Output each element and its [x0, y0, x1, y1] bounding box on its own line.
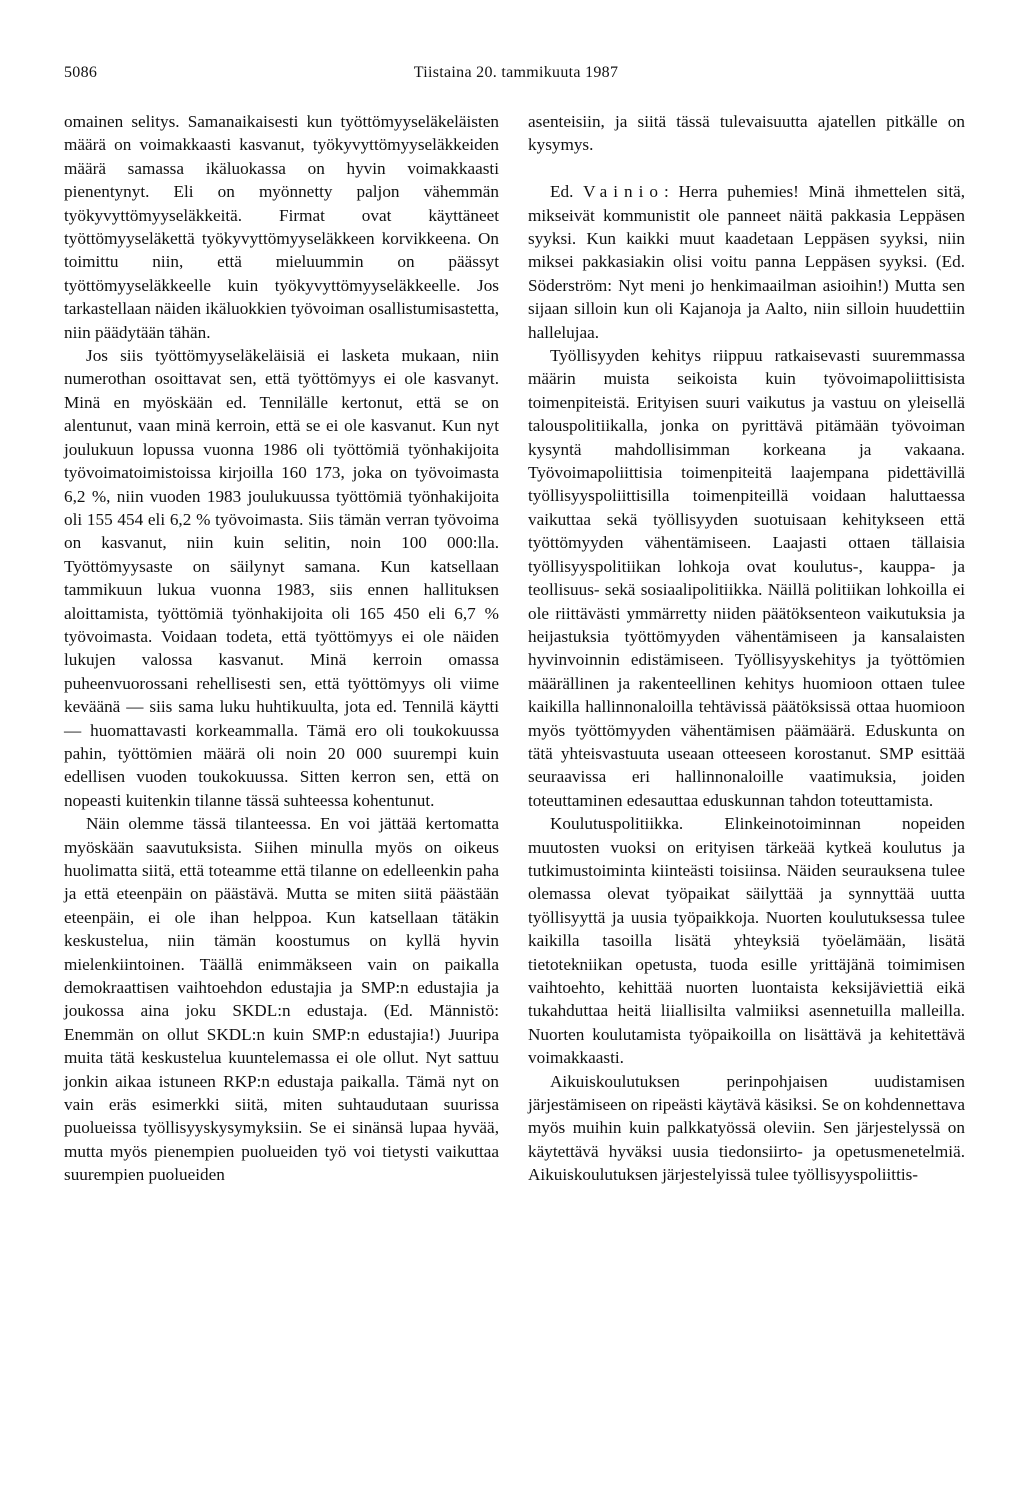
right-paragraph-2: Koulutuspolitiikka. Elinkeinotoiminnan nopeiden muutosten vuoksi on erityisen tärkeää kytkeä koulutus ja tutkimustoiminta kiinteästi toisiinsa. Näiden seurauksena tulee olemassa olevat työpaikat säilyttää ja synnyttää uutta työllisyyttä ja uusia työpaikkoja. Nuorten koulutuksessa tulee kaikilla tasoilla lisätä yhteyksiä työelämään, lisätä tietotekniikan opetusta, tuoda esille yrittäjänä toimimisen vaihtoehto, kehittää nuorten luontaista keksijäviettiä eikä tukahduttaa heitä liiallisilta valmiiksi asennetuilla malleilla. Nuorten koulutamista työpaikoilla on lisättävä ja kehitettävä voimakkaasti. [528, 814, 965, 1068]
speaker-colon: : [663, 182, 669, 202]
page-number: 5086 [64, 64, 98, 81]
left-paragraph-1: omainen selitys. Samanaikaisesti kun työttömyyseläkeläisten määrä on voimakkaasti kasvanut, työkyvyttömyyseläkkeiden määrä samassa ikäluokassa on hyvin voimakkaasti pienentynyt. Eli on myönnetty paljon vähemmän työkyvyttömyyseläkkeitä. Firmat ovat käyttäneet työttömyyseläkettä työkyvyttömyyseläkkeen korvikkeena. On toimittu niin, että mieluummin on päässyt työttömyyseläkkeelle kuin työkyvyttömyyseläkkeelle. Jos tarkastellaan näiden ikäluokkien työvoiman osallistumisastetta, niin päädytään tähän. [64, 112, 499, 342]
right-column [528, 110, 965, 1187]
right-continuation-paragraph: asenteisiin, ja siitä tässä tulevaisuutta ajatellen pitkälle on kysymys. [528, 112, 965, 155]
right-paragraph-1: Työllisyyden kehitys riippuu ratkaisevasti suuremmassa määrin muista seikoista kuin työvoimapoliittisista toimenpiteistä. Erityisen suuri vaikutus ja vastuu on yleisellä talouspolitiikalla, jonka on pyrittävä pitämään työvoiman kysyntä mahdollisimman korkeana ja vakaana. Työvoimapoliittisia toimenpiteitä laajempana pidettävillä työllisyyspoliittisilla toimenpiteillä voidaan haluttaessa vaikuttaa sekä työllisyyden suotuisaan kehitykseen että työttömyyden vähentämiseen. Laajasti ottaen tällaisia työllisyyspolitiikan lohkoja ovat koulutus-, kauppa- ja teollisuus- sekä sosiaalipolitiikka. Näillä politiikan lohkoilla ei ole riittävästi ymmärretty niiden päätöksenteon vaikutuksia ja heijastuksia työttömyyden vähentämiseen ja kansalaisten hyvinvoinnin edistämiseen. Työllisyyskehitys ja työttömien määrällinen ja rakenteellinen kehitys huomioon ottaen tulee kaikilla hallinnonaloilla tehtävissä päätöksissä ottaa huomioon myös työttömyyden vähentämisen päämäärä. Eduskunta on tätä yhteisvastuuta useaan otteeseen korostanut. SMP esittää seuraavissa eri hallinnonaloille vaatimuksia, joiden toteuttaminen edesauttaa eduskunnan tahdon toteuttamista. [528, 346, 965, 810]
left-paragraph-2: Jos siis työttömyyseläkeläisiä ei lasketa mukaan, niin numerothan osoittavat sen, että työttömyys ei ole kasvanyt. Minä en myöskään ed. Tennilälle kertonut, että se on alentunut, vaan minä kerroin, että se ei ole kasvanut. Kun nyt joulukuun lopussa vuonna 1986 oli työttömiä työnhakijoita työvoimatoimistoissa kirjoilla 160 173, joka on työvoimasta 6,2 %, niin vuoden 1983 joulukuussa työttömiä työnhakijoita oli 155 454 eli 6,2 % työvoimasta. Siis tämän verran työvoima on kasvanut, niin kuin selitin, noin 100 000:lla. Työttömyysaste on säilynyt samana. Kun katsellaan tammikuun lukua vuonna 1983, siis ennen hallituksen aloittamista, työttömiä työnhakijoita oli 165 450 eli 6,7 % työvoimasta. Voidaan todeta, että työttömyys ei ole näiden lukujen valossa kasvanut. Minä kerroin omassa puheenvuorossani rehellisesti sen, että työttömyys oli viime keväänä — siis sama luku huhtikuulta, jota ed. Tennilä käytti — huomattavasti korkeammalla. Tämä ero oli toukokuussa pahin, työttömien määrä oli noin 20 000 suurempi kuin edellisen vuoden toukokuussa. Sitten kerron sen, että on nopeasti kuitenkin tilanne tässä suhteessa kohentunut. [64, 346, 499, 810]
left-column [64, 110, 499, 1187]
speaker-text: Herra puhemies! Minä ihmettelen sitä, mikseivät kommunistit ole panneet näitä pakkasia Leppäsen syyksi. Kun kaikki muut kaadetaan Leppäsen syyksi, niin miksei pakkasiakin olisi voitu panna Leppäsen syyksi. (Ed. Söderström: Nyt meni jo henkimaailman asioihin!) Mutta sen sijaan silloin kun oli Kajanoja ja Aalto, niin silloin huudettiin hallelujaa. [528, 182, 966, 342]
header-date: Tiistaina 20. tammikuuta 1987 [413, 64, 619, 81]
speaker-prefix: Ed. [550, 182, 574, 202]
speaker-name: Vainio [583, 182, 664, 202]
speaker-paragraph [528, 180, 965, 344]
right-paragraph-3: Aikuiskoulutuksen perinpohjaisen uudistamisen järjestämiseen on ripeästi käytävä käsiksi. Se on kohdennettava myös muihin kuin palkkatyössä oleviin. Sen järjestelyssä on käytettävä hyväksi uusia tiedonsiirto- ja opetusmenetelmiä. Aikuiskoulutuksen järjestelyissä tulee työllisyyspoliittis- [528, 1071, 965, 1185]
page-header [64, 64, 968, 88]
left-paragraph-3: Näin olemme tässä tilanteessa. En voi jättää kertomatta myöskään saavutuksista. Siihen minulla myös on oikeus huolimatta siitä, että toteamme että tilanne on edelleenkin paha ja että eteenpäin on päästävä. Mutta se miten siitä päästään eteenpäin, ei ole ihan helppoa. Kun katsellaan tätäkin keskustelua, niin tämän koostumus on kyllä hyvin mielenkiintoinen. Täällä enimmäkseen vain on paikalla demokraattisen vaihtoehdon edustajia ja SMP:n edustajia ja joukossa aina joku SKDL:n edustaja. (Ed. Männistö: Enemmän on ollut SKDL:n kuin SMP:n edustajia!) Juuripa muita tätä keskustelua kuuntelemassa ei ole ollut. Nyt sattuu jonkin aikaa istuneen RKP:n edustaja paikalla. Tämä nyt on vain eräs esimerkki siitä, miten suhtaudutaan suurissa puolueissa työllisyyskysymyksiin. Se ei sinänsä lupaa hyvää, mutta myös pienempien puolueiden työ voi tietysti vaikuttaa suurempien puolueiden [64, 814, 499, 1185]
